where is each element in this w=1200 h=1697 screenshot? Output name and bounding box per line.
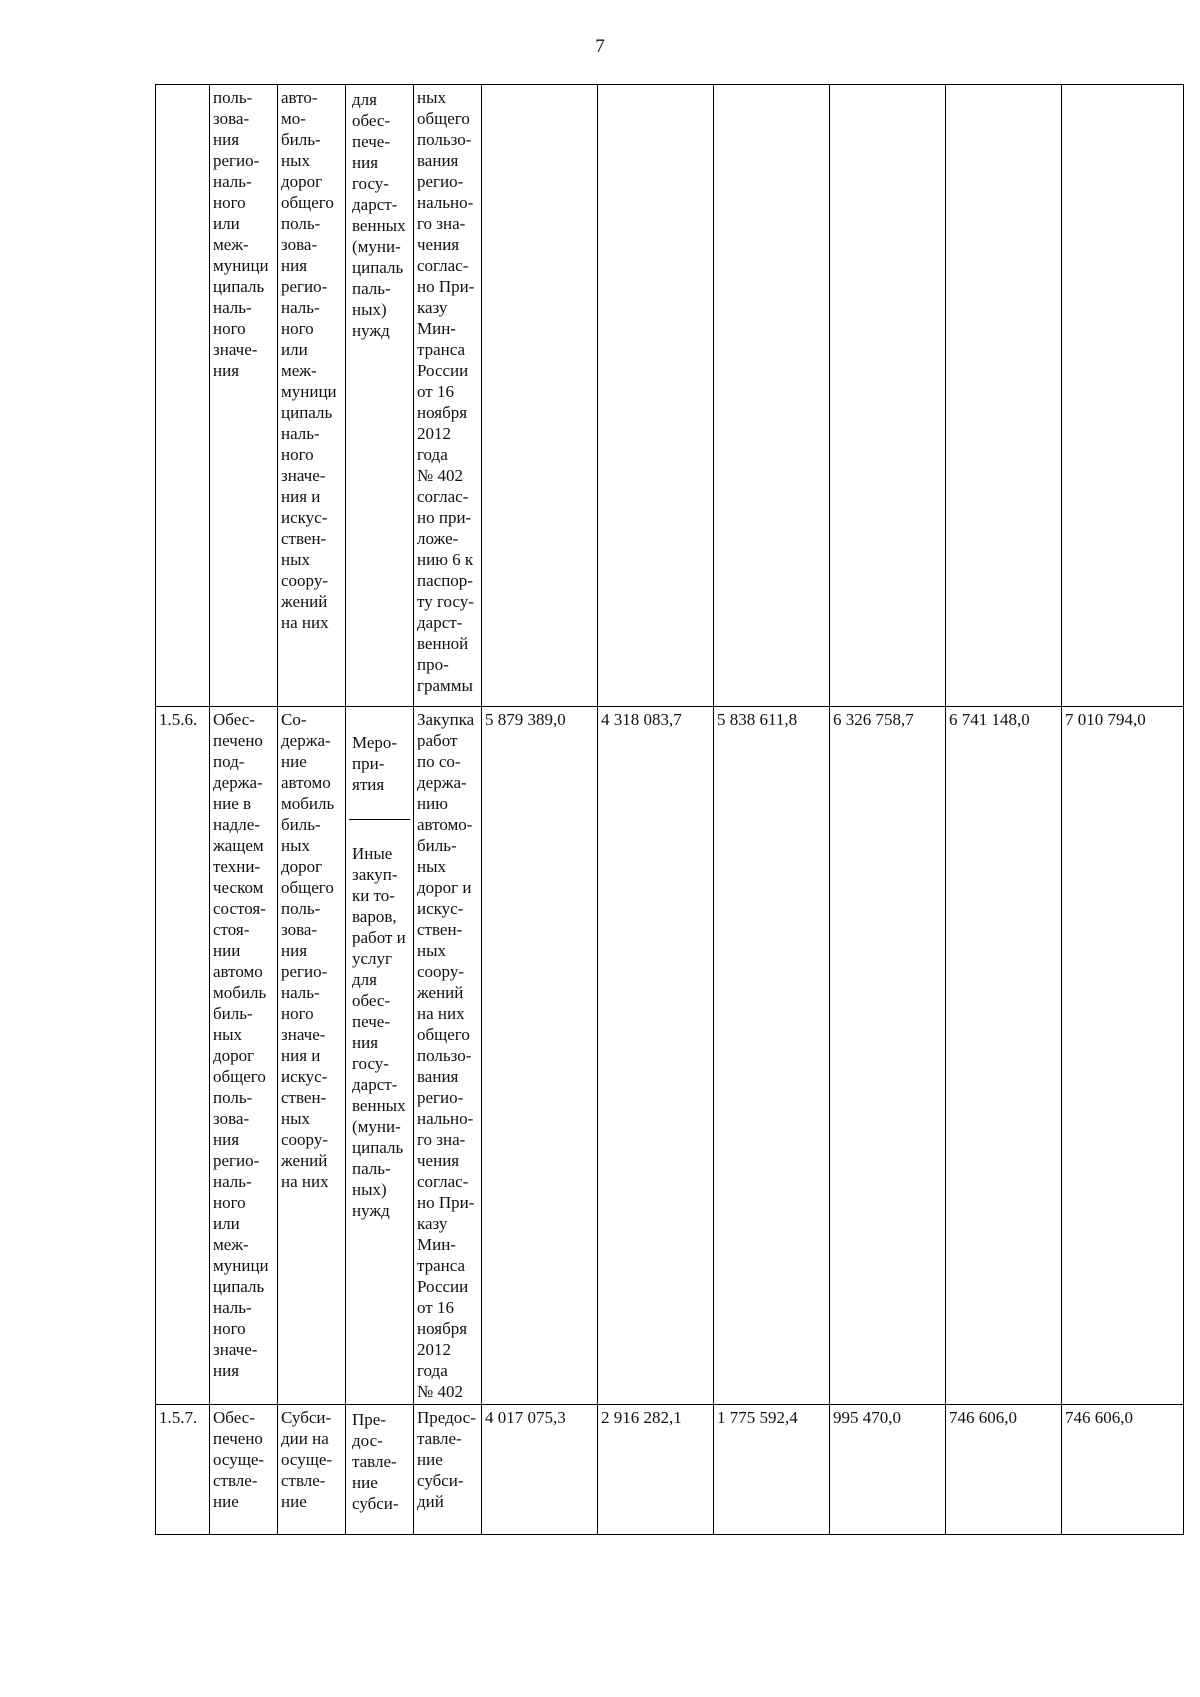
type-cell bbox=[346, 707, 414, 1405]
description-cell: Закупка работ по со- держа- нию автомо- биль- ных дорог и искус- ствен- ных соору- жений на них общего пользо- вания регио- нально- го зна- чения соглас- но При- казу Мин- транса России от 16 ноября 2012 года № 402 bbox=[414, 707, 482, 1405]
value-cell: 4 017 075,3 bbox=[482, 1405, 598, 1535]
type-top: Меро- при- ятия bbox=[349, 730, 410, 820]
value-cell: 746 606,0 bbox=[1062, 1405, 1184, 1535]
type-text: для обес- пече- ния госу- дарст- венных (муни- ципаль паль- ных) нужд bbox=[352, 90, 406, 340]
value-cell: 6 741 148,0 bbox=[946, 707, 1062, 1405]
description-cell: Предос- тавле- ние субси- дий bbox=[414, 1405, 482, 1535]
value-cell bbox=[830, 85, 946, 707]
value-cell bbox=[482, 85, 598, 707]
event-cell: Субси- дии на осуще- ствле- ние bbox=[278, 1405, 346, 1535]
description-cell: ных общего пользо- вания регио- нально- го зна- чения соглас- но При- казу Мин- транса России от 16 ноября 2012 года № 402 соглас- но при- ложе- нию 6 к паспор- ту госу- дарст- венной про- граммы bbox=[414, 85, 482, 707]
value-cell: 7 010 794,0 bbox=[1062, 707, 1184, 1405]
event-cell: Со- держа- ние автомо мобиль биль- ных дорог общего поль- зова- ния регио- наль- ного значе- ния и искус- ствен- ных соору- жений на них bbox=[278, 707, 346, 1405]
row-code: 1.5.7. bbox=[156, 1405, 210, 1535]
page-number: 7 bbox=[595, 36, 605, 57]
event-cell: авто- мо- биль- ных дорог общего поль- зова- ния регио- наль- ного или меж- муници ципаль наль- ного значе- ния и искус- ствен- ных соору- жений на них bbox=[278, 85, 346, 707]
value-cell: 5 879 389,0 bbox=[482, 707, 598, 1405]
value-cell bbox=[1062, 85, 1184, 707]
value-cell: 1 775 592,4 bbox=[714, 1405, 830, 1535]
program-table bbox=[155, 84, 1184, 1535]
value-cell bbox=[598, 85, 714, 707]
value-cell: 6 326 758,7 bbox=[830, 707, 946, 1405]
value-cell: 5 838 611,8 bbox=[714, 707, 830, 1405]
result-cell: Обес- печено осуще- ствле- ние bbox=[210, 1405, 278, 1535]
row-code bbox=[156, 85, 210, 707]
result-cell: поль- зова- ния регио- наль- ного или меж- муници ципаль наль- ного значе- ния bbox=[210, 85, 278, 707]
value-cell bbox=[946, 85, 1062, 707]
value-cell: 995 470,0 bbox=[830, 1405, 946, 1535]
value-cell: 2 916 282,1 bbox=[598, 1405, 714, 1535]
value-cell: 746 606,0 bbox=[946, 1405, 1062, 1535]
type-text: Пре- дос- тавле- ние субси- bbox=[352, 1410, 399, 1513]
value-cell bbox=[714, 85, 830, 707]
table-row bbox=[156, 85, 1184, 707]
result-cell: Обес- печено под- держа- ние в надле- жащем техни- ческом состоя- стоя- нии автомо мобиль биль- ных дорог общего поль- зова- ния регио- наль- ного или меж- муници ципаль наль- ного значе- ния bbox=[210, 707, 278, 1405]
row-code: 1.5.6. bbox=[156, 707, 210, 1405]
table-row bbox=[156, 707, 1184, 1405]
type-cell bbox=[346, 85, 414, 707]
value-cell: 4 318 083,7 bbox=[598, 707, 714, 1405]
table-row bbox=[156, 1405, 1184, 1535]
type-bottom: Иные закуп- ки то- варов, работ и услуг для обес- пече- ния госу- дарст- венных (муни- ципаль паль- ных) нужд bbox=[352, 844, 406, 1220]
type-cell bbox=[346, 1405, 414, 1535]
